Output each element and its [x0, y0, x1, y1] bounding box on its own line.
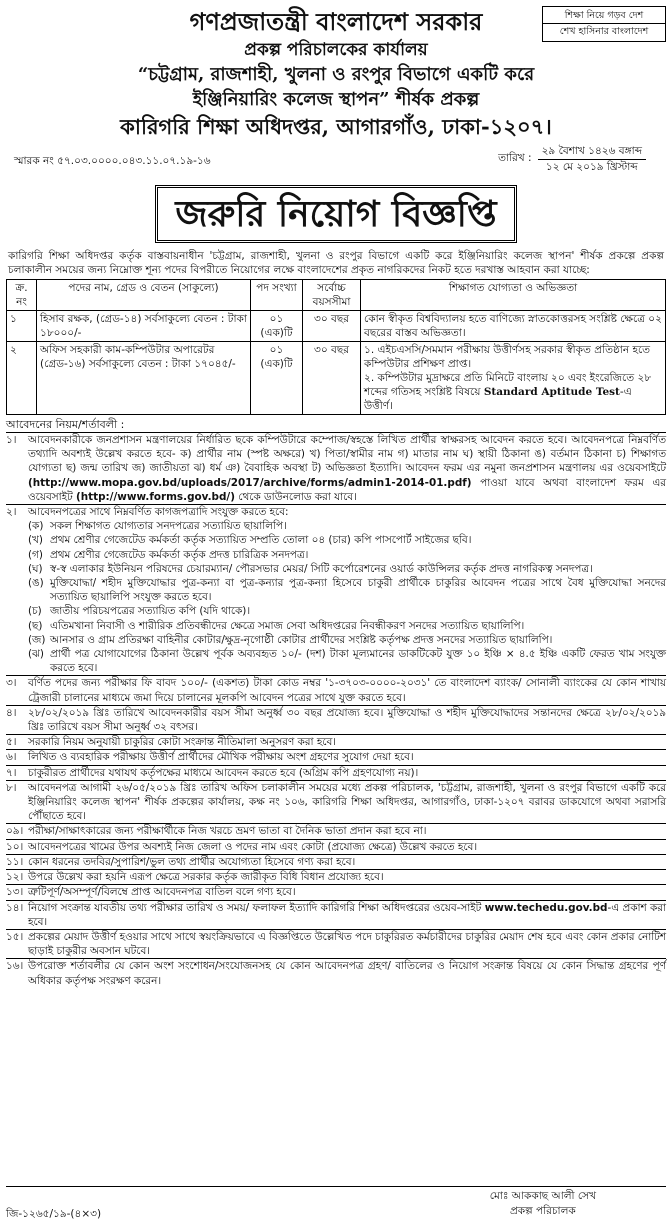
attachment-label: (জ)	[28, 633, 46, 646]
col-header-post: পদের নাম, গ্রেড ও বেতন (সাকুল্যে)	[37, 280, 251, 311]
table-row	[7, 311, 666, 342]
rule-14-text: নিয়োগ সংক্রান্ত যাবতীয় তথ্য পরীক্ষার তারিখ ও সময়/ ফলাফল ইত্যাদি কারিগরি শিক্ষা অধিদপ্তরের ওয়েব-সাইট	[28, 901, 482, 914]
rule-text: কোন ধরনের তদবির/সুপারিশ/ভুল তথ্য প্রার্থীর অযোগ্যতা হিসেবে গণ্য করা হবে।	[28, 855, 356, 868]
rule-number: ৫।	[6, 736, 17, 749]
rule-number: ১১।	[6, 855, 24, 868]
signature-block	[490, 1189, 596, 1219]
project-title-line-1: “চট্টগ্রাম, রাজশাহী, খুলনা ও রংপুর বিভাগে একটি করে	[137, 64, 535, 85]
rule-number: ১৪।	[6, 901, 24, 914]
attachment-text: প্রার্থী পত্র যোগাযোগের ঠিকানা উল্লেখ পূর্বক অব্যবহৃত ১০/- (দশ) টাকা মূল্যমানের ডাকটিকেট যুক্ত ১০ ইঞ্চি × ৪.৫ ইঞ্চি একটি ফেরত খাম সংযুক্ত করতে হবে।	[50, 648, 666, 675]
rule-text: লিখিত ও ব্যবহারিক পরীক্ষায় উত্তীর্ণ প্রার্থীদের মৌখিক পরীক্ষায় অংশ গ্রহণের সুযোগ দেয়া হবে।	[28, 751, 414, 764]
rule-2-text: আবেদনপত্রের সাথে নিম্নবর্ণিত কাগজপত্রাদি সংযুক্ত করতে হবে:	[28, 506, 289, 519]
rule-item	[6, 432, 666, 504]
rule-item	[6, 884, 666, 899]
rule-item	[6, 504, 666, 675]
rule-1-mid: পাওয়া যাবে অথবা বাংলাদেশ ফরম এর ওয়েবসাইট	[28, 476, 666, 503]
signer-title: প্রকল্প পরিচালক	[509, 1205, 576, 1217]
cell-age: ৩০ বছর	[303, 311, 361, 342]
cell-count: ০১ (এক)টি	[251, 342, 303, 415]
attachment-label: (ঙ)	[28, 577, 44, 590]
attachment-text: আনসার ও গ্রাম প্রতিরক্ষা বাহিনীর কোটার/ক্ষুদ্র-নৃগোষ্ঠী কোটার প্রার্থীদের সংশ্লিষ্ট কর্তৃপক্ষ প্রদত্ত সনদের সত্যায়িত ছায়ালিপি।	[50, 633, 553, 646]
attachment-item	[28, 562, 666, 576]
rule-number: ৭।	[6, 766, 17, 779]
qualification-item-2-end: -এ উত্তীর্ণ।	[364, 386, 632, 412]
rule-number: ১২।	[6, 871, 24, 884]
rule-text: পরীক্ষা/সাক্ষাৎকারের জন্য পরীক্ষার্থীকে নিজ খরচে ভ্রমণ ভাতা বা দৈনিক ভাতা প্রদান করা হবে না।	[28, 825, 427, 838]
rule-1-end: থেকে ডাউনলোড করা যাবে।	[238, 490, 357, 503]
slogan-line-1: শিক্ষা নিয়ে গড়ব দেশ	[564, 10, 644, 21]
attachment-label: (গ)	[28, 548, 43, 561]
qualification-item-2-text: ২. কম্পিউটার মুদ্রাক্ষরে প্রতি মিনিটে বাংলায় ২০ এবং ইংরেজিতে ২৮ শব্দের গতিসহ সংশ্লিষ্ট বিষয়ে	[364, 372, 652, 398]
rule-number: ১৩।	[6, 886, 24, 899]
rule-item	[6, 958, 666, 987]
attachment-item	[28, 548, 666, 562]
attachment-label: (খ)	[28, 534, 43, 547]
attachment-text: মুক্তিযোদ্ধা/ শহীদ মুক্তিযোদ্ধার পুত্র-কন্যা বা পুত্র-কন্যার পুত্র-কন্যা হিসেবে চাকুরী প্রার্থীকে চাকুরির আবেদন পত্রের সাথে বৈধ মুক্তিযোদ্ধা সনদের সত্যায়িত ছায়ালিপি সংযুক্ত করতে হবে।	[50, 577, 666, 604]
rule-number: ১০।	[6, 840, 24, 853]
project-title-line-2: ইঞ্জিনিয়ারিং কলেজ স্থাপন” শীর্ষক প্রকল্প	[192, 89, 480, 110]
attachment-label: (চ)	[28, 605, 42, 618]
attachment-text: জাতীয় পরিচয়পত্রের সত্যায়িত কপি (যদি থাকে)।	[50, 605, 251, 618]
rule-number: ২।	[6, 506, 17, 519]
cell-post: হিসাব রক্ষক, (গ্রেড-১৪) সর্বসাকুল্যে বেতন : টাকা ১৮০০০/-	[37, 311, 251, 342]
rules-heading: আবেদনের নিয়ম/শর্তাবলী :	[6, 418, 125, 431]
rule-text: সরকারি নিয়ম অনুযায়ী চাকুরির কোটা সংক্রান্ত নীতিমালা অনুসরণ করা হবে।	[28, 736, 336, 749]
memo-row	[6, 144, 666, 175]
attachment-label: (ঝ)	[28, 648, 44, 661]
aptitude-test-label: Standard Aptitude Test	[483, 386, 620, 398]
memo-date	[498, 144, 646, 175]
techedu-website-link[interactable]: www.techedu.gov.bd	[484, 901, 608, 914]
rule-number: ১।	[6, 434, 17, 446]
cell-qualification	[361, 342, 666, 415]
col-header-age: সর্বোচ্চ বয়সসীমা	[303, 280, 361, 311]
signer-name: মোঃ আককাছ আলী সেখ	[489, 1190, 596, 1202]
rule-text	[28, 505, 666, 675]
date-english: ১২ মে ২০১৯ খ্রিস্টাব্দ	[545, 161, 638, 173]
attachment-text: এতিমখানা নিবাসী ও শারীরিক প্রতিবন্ধীদের ক্ষেত্রে সমাজ সেবা অধিদপ্তরের নিবন্ধীকরণ সনদের সত্যায়িত ছায়ালিপি।	[50, 619, 525, 632]
date-label: তারিখ :	[498, 152, 532, 164]
mopa-form-link[interactable]: (http://www.mopa.gov.bd/uploads/2017/archive/forms/admin1-2014-01.pdf)	[28, 476, 472, 489]
office-title: প্রকল্প পরিচালকের কার্যালয়	[244, 40, 428, 60]
table-row	[7, 342, 666, 415]
cell-count: ০১ (এক)টি	[251, 311, 303, 342]
rule-item	[6, 675, 666, 704]
rules-list	[6, 432, 666, 988]
attachment-label: (ক)	[28, 520, 44, 533]
rule-item	[6, 929, 666, 958]
rule-number: ৪।	[6, 706, 17, 719]
attachment-label: (ঘ)	[28, 562, 43, 575]
rule-number: ৮।	[6, 781, 17, 794]
col-header-sl: ক্র. নং	[7, 280, 37, 311]
cell-post: অফিস সহকারী কাম-কম্পিউটার অপারেটর (গ্রেড-১৬) সর্বসাকুল্যে বেতন : টাকা ১৭০৪৫/-	[37, 342, 251, 415]
rule-text: উপরোক্ত শর্তাবলীর যে কোন অংশ সংশোধন/সংযোজনসহ যে কোন আবেদনপত্র গ্রহণ/ বাতিলের ও নিয়োগ সংক্রান্ত বিষয়ে যে কোন সিদ্ধান্ত গ্রহণের পূর্ণ অধিকার কর্তৃপক্ষ সংরক্ষণ করেন।	[28, 960, 666, 987]
col-header-qualification: শিক্ষাগত যোগ্যতা ও অভিজ্ঞতা	[361, 280, 666, 311]
attachment-label: (ছ)	[28, 619, 43, 632]
attachment-item	[28, 519, 666, 533]
notice-title: জরুরি নিয়োগ বিজ্ঞপ্তি	[155, 185, 517, 243]
rule-item	[6, 749, 666, 764]
rule-text: ২৮/০২/২০১৯ খ্রিঃ তারিখে আবেদনকারীর বয়স সীমা অনুর্ধ্ব ৩০ বছর প্রযোজ্য হবে। মুক্তিযোদ্ধা ও শহীদ মুক্তিযোদ্ধাদের সন্তানদের ক্ষেত্রে ২৮/০২/২০১৯ খ্রিঃ তারিখে বয়স সীমা অনুর্ধ্ব ৩২ বৎসর।	[28, 706, 666, 734]
forms-gov-link[interactable]: (http://www.forms.gov.bd/)	[75, 490, 235, 503]
rule-number: ১৫।	[6, 930, 24, 943]
attachment-item	[28, 576, 666, 604]
rule-text	[28, 433, 666, 504]
rule-1-text: আবেদনকারীকে জনপ্রশাসন মন্ত্রণালয়ের নির্ধারিত ছকে কম্পিউটারে কম্পোজ/স্বহস্তে লিখিত প্রার্থীর স্বাক্ষরসহ আবেদন করতে হবে। আবেদনপত্রে নিম্নবর্ণিত তথ্যাদি অবশ্যই উল্লেখ করতে হবে- ক) প্রার্থীর নাম (স্পষ্ট অক্ষরে) খ) পিতা/স্বামীর নাম গ) মাতার নাম ঘ) স্থায়ী ঠিকানা ঙ) বর্তমান ঠিকানা চ) শিক্ষাগত যোগ্যতা ছ) জন্ম তারিখ জ) জাতীয়তা ঝ) ধর্ম ঞ) বৈবাহিক অবস্থা ট) অভিজ্ঞতা ইত্যাদি। আবেদন ফরম এর নমুনা জনপ্রশাসন মন্ত্রণালয় এর ওয়েবসাইটে	[28, 434, 666, 475]
rule-text: ত্রুটিপূর্ণ/অসম্পূর্ণ/বিলম্বে প্রাপ্ত আবেদনপত্র বাতিল বলে গণ্য হবে।	[28, 886, 296, 899]
date-stack	[538, 144, 646, 175]
attachment-text: প্রথম শ্রেণীর গেজেটেড কর্মকর্তা কর্তৃক সত্যায়িত সম্প্রতি তোলা ০৪ (চার) কপি পাসপোর্ট সাইজের ছবি।	[50, 534, 472, 547]
rule-item	[6, 823, 666, 838]
cell-age: ৩০ বছর	[303, 342, 361, 415]
rule-number: ৬।	[6, 751, 17, 764]
attachment-item	[28, 604, 666, 618]
slogan-box	[542, 6, 666, 42]
footer	[6, 1186, 666, 1221]
cell-sl: ২	[7, 342, 37, 415]
qualification-item-2	[364, 371, 662, 413]
date-bangla: ২৯ বৈশাখ ১৪২৬ বঙ্গাব্দ	[538, 144, 646, 160]
attachment-text: প্রথম শ্রেণীর গেজেটেড কর্মকর্তা কর্তৃক প্রদত্ত চারিত্রিক সনদপত্র।	[50, 548, 309, 561]
rule-text: চাকুরীরত প্রার্থীদের যথাযথ কর্তৃপক্ষের মাধ্যমে আবেদন করতে হবে (অগ্রিম কপি গ্রহণযোগ্য নয়)।	[28, 766, 419, 779]
rule-number: ০৯।	[6, 825, 24, 838]
rule-item	[6, 705, 666, 734]
rule-number: ৩।	[6, 677, 17, 690]
department-address: কারিগরি শিক্ষা অধিদপ্তর, আগারগাঁও, ঢাকা-১২০৭।	[120, 114, 552, 139]
cell-sl: ১	[7, 311, 37, 342]
slogan-line-2: শেখ হাসিনার বাংলাদেশ	[543, 23, 665, 39]
rule-text: প্রকল্পের মেয়াদ উত্তীর্ণ হওয়ার সাথে সাথে স্বয়ংক্রিয়ভাবে এ বিজ্ঞপ্তিতে উল্লেখিত পদে চাকুরিরত কর্মচারীদের চাকুরির মেয়াদ শেষ হবে এবং কোন প্রকার নোটিশ ছাড়াই চাকুরীর অবসান ঘটবে।	[28, 930, 666, 958]
attachment-item	[28, 633, 666, 647]
attachment-text: স্ব-স্ব এলাকার ইউনিয়ন পরিষদের চেয়ারম্যান/ পৌরসভার মেয়র/ সিটি কর্পোরেশনের ওয়ার্ড কাউন্সিলর কর্তৃক প্রদত্ত নাগরিকত্ব সনদপত্র।	[50, 562, 593, 575]
rule-text: বর্ণিত পদের জন্য পরীক্ষার ফি বাবদ ১০০/- (একশত) টাকা কোড নম্বর '১-৩৭০৩-০০০০-২০৩১' তে বাংলাদেশ ব্যাংক/ সোনালী ব্যাংকের যে কোন শাখায় ট্রেজারী চালানের মাধ্যমে জমা দিয়ে চালানের মূলকপি আবেদন পত্রের সাথে যুক্ত করতে হবে।	[28, 677, 666, 704]
intro-paragraph: কারিগরি শিক্ষা অধিদপ্তর কর্তৃক বাস্তবায়নাধীন 'চট্টগ্রাম, রাজশাহী, খুলনা ও রংপুর বিভাগে একটি করে ইঞ্জিনিয়ারিং কলেজ স্থাপন' শীর্ষক প্রকল্পে প্রকল্প চলাকালীন সময়ের জন্য নিম্নোক্ত শূন্য পদের বিপরীতে নিয়োগের লক্ষে বাংলাদেশের প্রকৃত নাগরিকদের নিকট হতে দরখাস্ত আহবান করা যাচ্ছে:	[8, 250, 664, 276]
col-header-count: পদ সংখ্যা	[251, 280, 303, 311]
memo-number: স্মারক নং ৫৭.০৩.০০০০.০৪৩.১১.০৭.১৯-১৬	[14, 155, 211, 167]
rule-item	[6, 900, 666, 929]
rule-item	[6, 854, 666, 869]
rule-item	[6, 765, 666, 780]
cell-qualification: কোন স্বীকৃত বিশ্ববিদ্যালয় হতে বাণিজ্যে স্নাতকোত্তরসহ সংশ্লিষ্ট ক্ষেত্রে ০২ বছরের বাস্তব অভিজ্ঞতা।	[361, 311, 666, 342]
qualification-item-1: ১. এইচএসসি/সমমান পরীক্ষায় উত্তীর্ণসহ সরকার স্বীকৃত প্রতিষ্ঠান হতে কম্পিউটার প্রশিক্ষণ প্রাপ্ত।	[364, 344, 651, 370]
attachment-item	[28, 533, 666, 547]
rule-text: উপরে উল্লেখ করা হয়নি এরূপ ক্ষেত্রে সরকার কর্তৃক জারীকৃত বিধি বিধান প্রযোজ্য হবে।	[28, 871, 384, 884]
attachment-item	[28, 647, 666, 675]
table-header-row	[7, 280, 666, 311]
rule-14-end: -এ প্রকাশ করা হবে।	[28, 901, 667, 928]
rule-text: আবেদনপত্রের খামের উপর অবশ্যই নিজ জেলা ও পদের নাম এবং কোটা (প্রযোজ্য ক্ষেত্রে) উল্লেখ করতে হবে।	[28, 840, 478, 853]
attachment-text: সকল শিক্ষাগত যোগ্যতার সনদপত্রের সত্যায়িত ছায়ালিপি।	[50, 520, 287, 533]
publication-code: জি-১২৬৫/১৯-(৪×৩)	[6, 1208, 102, 1220]
vacancy-table	[6, 279, 666, 415]
rule-text	[28, 901, 666, 929]
attachment-item	[28, 619, 666, 633]
rule-item	[6, 869, 666, 884]
rule-item	[6, 734, 666, 749]
rule-text: আবেদনপত্র আগামী ২৬/০৫/২০১৯ খ্রিঃ তারিখ অফিস চলাকালীন সময়ের মধ্যে প্রকল্প পরিচালক, 'চট্টগ্রাম, রাজশাহী, খুলনা ও রংপুর বিভাগে একটি করে ইঞ্জিনিয়ারিং কলেজ স্থাপন' শীর্ষক প্রকল্পের কার্যালয়, কক্ষ নং ১০৬, কারিগরি শিক্ষা অধিদপ্তর, আগারগাঁও, ঢাকা-১২০৭ বরাবর ডাকযোগে অথবা সরাসরি পৌঁছাতে হবে।	[28, 781, 666, 823]
rule-number: ১৬।	[6, 960, 24, 973]
rule-item	[6, 839, 666, 854]
rule-item	[6, 780, 666, 824]
government-title: গণপ্রজাতন্ত্রী বাংলাদেশ সরকার	[189, 7, 483, 36]
